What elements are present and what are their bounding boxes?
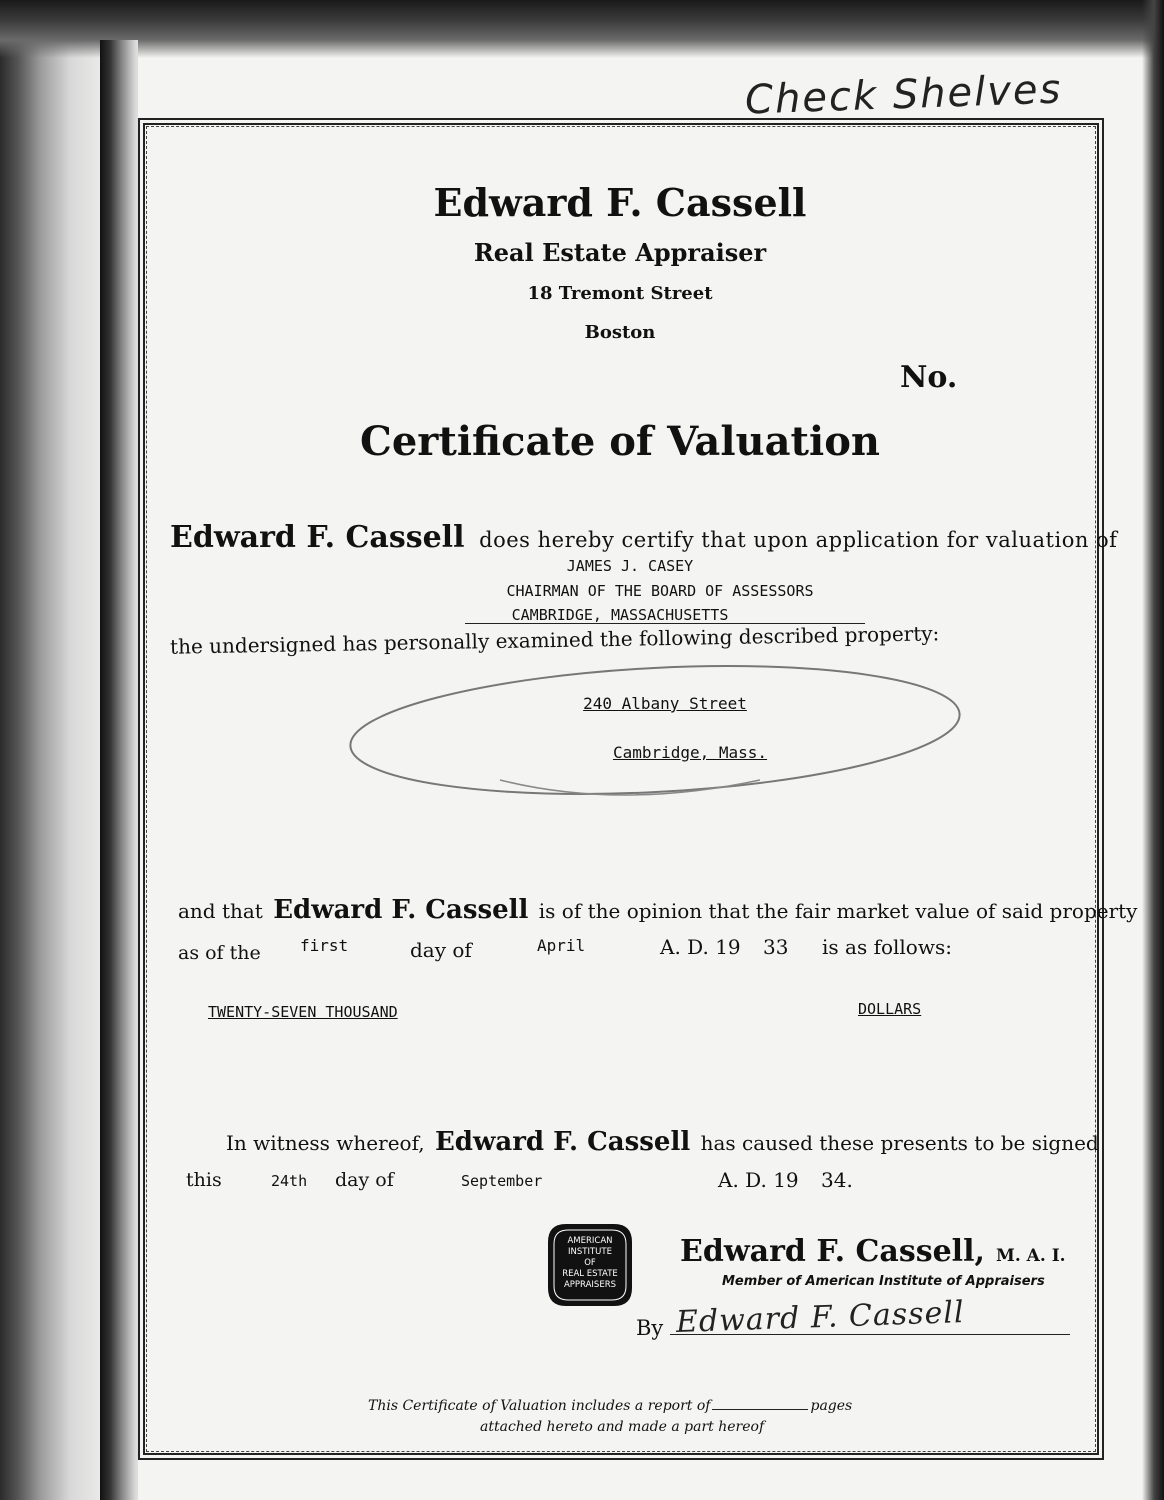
property-ellipse — [340, 660, 970, 810]
seal-line-2: INSTITUTE — [568, 1247, 612, 1257]
opinion-ad-label: A. D. 19 — [660, 935, 741, 959]
member-text: Member of American Institute of Appraisers — [722, 1274, 1045, 1289]
certify-name: Edward F. Cassell — [170, 520, 465, 555]
applicant-location: CAMBRIDGE, MASSACHUSETTS — [511, 606, 729, 624]
header-address: 18 Tremont Street — [527, 283, 713, 304]
property-city: Cambridge, Mass. — [612, 743, 768, 762]
examined-text: the undersigned has personally examined the following described property: — [169, 621, 940, 659]
certify-text: does hereby certify that upon application for valuation of — [479, 528, 1118, 552]
witness-day-of-label: day of — [335, 1169, 394, 1191]
footer-text-b: pages — [810, 1398, 853, 1414]
witness-year-value: 34. — [821, 1168, 853, 1192]
header-name: Edward F. Cassell — [433, 180, 807, 225]
scan-top-edge — [0, 0, 1164, 58]
seal-text — [546, 1236, 634, 1291]
binding-spine — [100, 40, 138, 1500]
certificate-title: Certificate of Valuation — [360, 418, 880, 465]
opinion-text: is of the opinion that the fair market value of said property — [538, 899, 1138, 923]
handwritten-signature: Edward F. Cassell — [675, 1294, 966, 1341]
property-street: 240 Albany Street — [583, 694, 747, 713]
opinion-year-value: 33 — [763, 935, 789, 959]
valuation-currency: DOLLARS — [858, 1000, 922, 1018]
witness-lead: In witness whereof, — [226, 1131, 425, 1155]
opinion-tail: is as follows: — [822, 935, 952, 959]
opinion-lead: and that — [178, 899, 263, 923]
seal-line-5: APPRAISERS — [563, 1280, 617, 1290]
signature-line — [670, 1334, 1070, 1335]
certify-line — [170, 520, 1118, 555]
witness-day-value: 24th — [271, 1172, 308, 1190]
header-profession: Real Estate Appraiser — [473, 238, 767, 267]
signature-block-suffix: M. A. I. — [996, 1246, 1066, 1266]
signature-block-name: Edward F. Cassell, — [680, 1234, 985, 1269]
applicant-name: JAMES J. CASEY — [566, 557, 694, 575]
witness-month-value: September — [461, 1172, 543, 1190]
as-of-label: as of the — [178, 942, 261, 964]
witness-line — [226, 1127, 1099, 1157]
handwritten-note: Check Shelves — [744, 66, 1064, 124]
valuation-amount: TWENTY-SEVEN THOUSAND — [208, 1003, 398, 1021]
witness-this-label: this — [186, 1169, 222, 1191]
footer-line-1 — [368, 1398, 852, 1414]
witness-ad-label: A. D. 19 — [718, 1168, 799, 1192]
witness-name: Edward F. Cassell — [434, 1127, 691, 1157]
footer-line-2: attached hereto and made a part hereof — [480, 1419, 765, 1435]
seal-line-4: REAL ESTATE — [562, 1269, 618, 1279]
opinion-day-value: first — [300, 936, 349, 955]
opinion-line — [178, 895, 1137, 925]
seal-line-1: AMERICAN — [567, 1236, 613, 1246]
header-city: Boston — [584, 322, 656, 343]
seal-line-3: OF — [584, 1258, 596, 1268]
signature-name-line — [680, 1234, 1066, 1269]
footer-pages-blank — [712, 1409, 808, 1410]
witness-text: has caused these presents to be signed — [700, 1131, 1099, 1155]
certificate-number-label: No. — [900, 360, 958, 395]
applicant-title: CHAIRMAN OF THE BOARD OF ASSESSORS — [506, 582, 814, 600]
footer-text-a: This Certificate of Valuation includes a report of — [368, 1398, 711, 1414]
scan-right-edge — [1142, 0, 1164, 1500]
opinion-month-value: April — [537, 936, 586, 955]
opinion-day-of-label: day of — [410, 938, 472, 962]
by-label: By — [636, 1316, 664, 1340]
opinion-name: Edward F. Cassell — [273, 895, 529, 925]
aia-seal — [546, 1222, 634, 1308]
